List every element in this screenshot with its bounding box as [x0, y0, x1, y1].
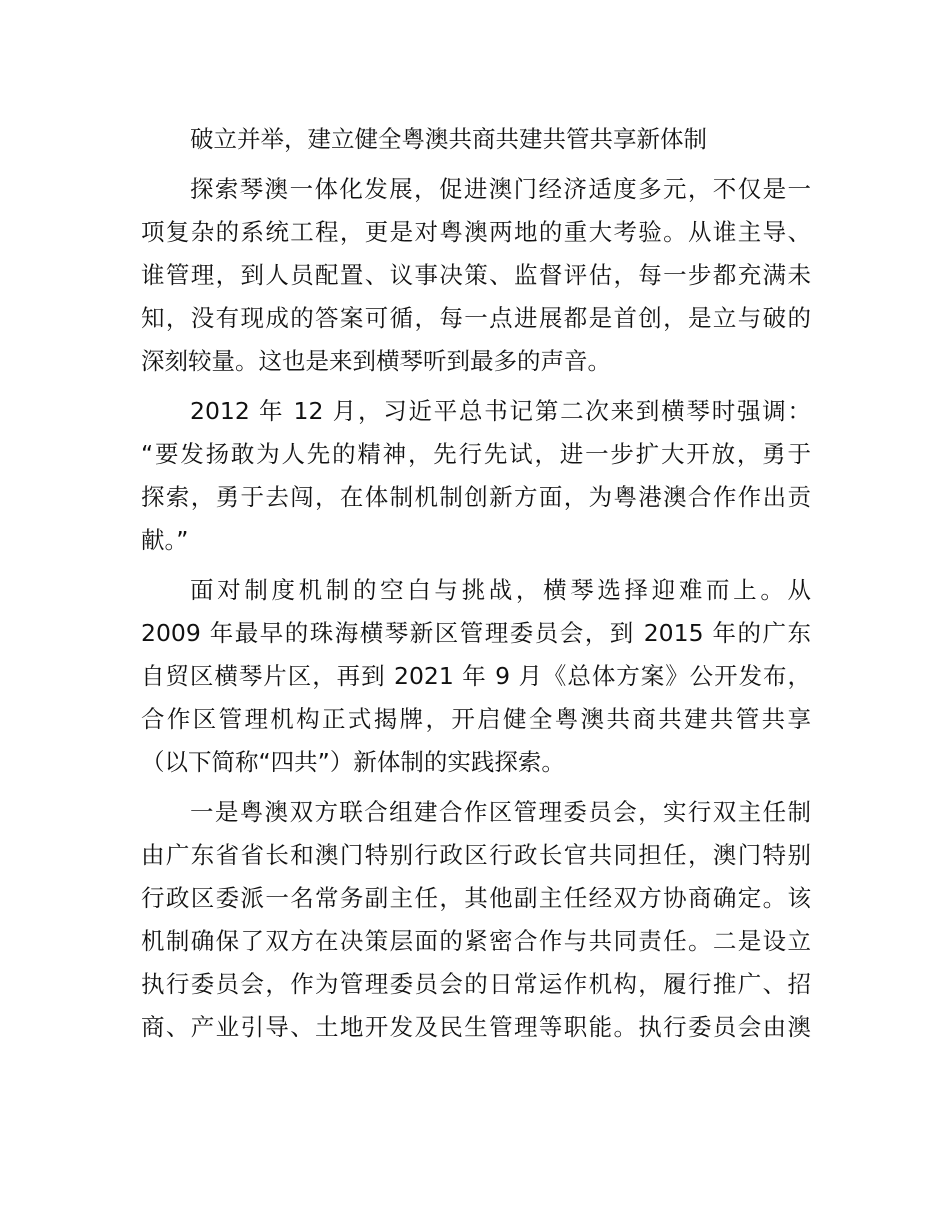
paragraph-line: 机制确保了双方在决策层面的紧密合作与共同责任。二是设立 [141, 927, 811, 955]
paragraph-line: 探索，勇于去闯，在体制机制创新方面，为粤港澳合作作出贡 [141, 483, 811, 511]
document-page [141, 118, 811, 1056]
paragraph-line: 自贸区横琴片区，再到 2021 年 9 月《总体方案》公开发布， [141, 662, 811, 690]
paragraph-line: 谁管理，到人员配置、议事决策、监督评估，每一步都充满未 [141, 261, 811, 289]
paragraph-line: 合作区管理机构正式揭牌，开启健全粤澳共商共建共管共享 [141, 705, 811, 733]
paragraph-line: 2009 年最早的珠海横琴新区管理委员会，到 2015 年的广东 [141, 619, 811, 647]
section-heading [141, 118, 811, 161]
paragraph-4 [141, 791, 811, 1049]
paragraph-line: “要发扬敢为人先的精神，先行先试，进一步扩大开放，勇于 [141, 440, 811, 468]
paragraph-line: 项复杂的系统工程，更是对粤澳两地的重大考验。从谁主导、 [141, 218, 811, 246]
paragraph-line: 商、产业引导、土地开发及民生管理等职能。执行委员会由澳 [141, 1013, 811, 1041]
paragraph-line: 探索琴澳一体化发展，促进澳门经济适度多元，不仅是一 [190, 175, 811, 203]
paragraph-line: （以下简称“四共”）新体制的实践探索。 [141, 748, 565, 776]
paragraph-1 [141, 168, 811, 383]
paragraph-line: 由广东省省长和澳门特别行政区行政长官共同担任，澳门特别 [141, 841, 811, 869]
paragraph-line: 深刻较量。这也是来到横琴听到最多的声音。 [141, 347, 611, 375]
paragraph-line: 2012 年 12 月，习近平总书记第二次来到横琴时强调： [190, 397, 811, 425]
heading-text: 破立并举，建立健全粤澳共商共建共管共享新体制 [190, 125, 707, 153]
paragraph-line: 献。” [141, 526, 189, 554]
paragraph-line: 知，没有现成的答案可循，每一点进展都是首创，是立与破的 [141, 304, 811, 332]
paragraph-line: 执行委员会，作为管理委员会的日常运作机构，履行推广、招 [141, 970, 811, 998]
paragraph-line: 一是粤澳双方联合组建合作区管理委员会，实行双主任制 [190, 798, 811, 826]
paragraph-2 [141, 390, 811, 562]
paragraph-3 [141, 569, 811, 784]
paragraph-line: 行政区委派一名常务副主任，其他副主任经双方协商确定。该 [141, 884, 811, 912]
paragraph-line: 面对制度机制的空白与挑战，横琴选择迎难而上。从 [190, 576, 811, 604]
